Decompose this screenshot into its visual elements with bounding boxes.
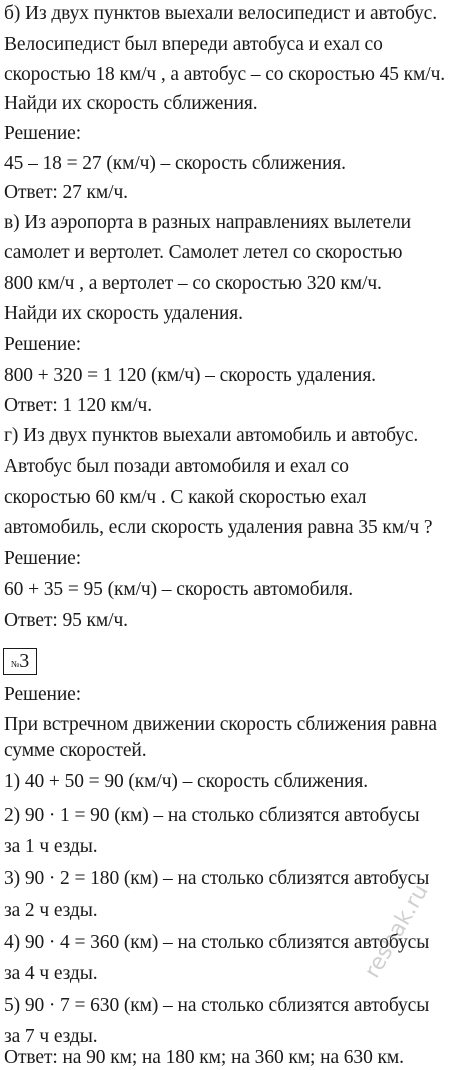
- text-line-explanation-1: При встречном движении скорость сближения равна: [4, 714, 437, 735]
- text-line-step-2: 2) 90 · 1 = 90 (км) – на столько сблизятся автобусы: [4, 805, 420, 826]
- text-line-problem-g-3: скоростью 60 км/ч . С какой скоростью ехал: [4, 487, 367, 508]
- text-line-answer: Ответ: 1 120 км/ч.: [4, 395, 153, 416]
- text-line-problem-v-4: Найди их скорость удаления.: [4, 303, 243, 324]
- text-line-calculation: 60 + 35 = 95 (км/ч) – скорость автомобиля.: [4, 579, 354, 600]
- text-line-final-answer: Ответ: на 90 км; на 180 км; на 360 км; на 630 км.: [4, 1047, 404, 1068]
- text-line-answer: Ответ: 95 км/ч.: [4, 610, 128, 631]
- watermark: reshak.ru: [360, 880, 434, 983]
- task-number-value: 3: [19, 650, 30, 672]
- text-line-problem-b-3: скоростью 18 км/ч , а автобус – со скоростью 45 км/ч.: [4, 64, 446, 85]
- text-line-step-4-cont: за 4 ч езды.: [4, 963, 98, 984]
- text-line-problem-v-3: 800 км/ч , а вертолет – со скоростью 320 км/ч.: [4, 273, 382, 294]
- text-line-step-3-cont: за 2 ч езды.: [4, 900, 98, 921]
- text-line-calculation: 800 + 320 = 1 120 (км/ч) – скорость удаления.: [4, 365, 376, 386]
- text-line-problem-b-2: Велосипедист был впереди автобуса и ехал со: [4, 34, 383, 55]
- task-number-badge: [3, 648, 37, 675]
- text-line-step-1: 1) 40 + 50 = 90 (км/ч) – скорость сближения.: [4, 771, 369, 792]
- text-line-step-2-cont: за 1 ч езды.: [4, 836, 98, 857]
- text-line-problem-g-2: Автобус был позади автомобиля и ехал со: [4, 456, 349, 477]
- text-line-solution-label: Решение:: [4, 123, 82, 144]
- text-line-solution-label: Решение:: [4, 334, 82, 355]
- text-line-calculation: 45 – 18 = 27 (км/ч) – скорость сближения.: [4, 153, 346, 174]
- text-line-solution-label: Решение:: [4, 684, 82, 705]
- text-line-step-5: 5) 90 · 7 = 630 (км) – на столько сблизятся автобусы: [4, 995, 430, 1016]
- text-line-problem-g-1: г) Из двух пунктов выехали автомобиль и автобус.: [4, 425, 419, 446]
- number-sign: №: [10, 659, 20, 669]
- text-line-problem-g-4: автомобиль, если скорость удаления равна 35 км/ч ?: [4, 517, 433, 538]
- text-line-step-4: 4) 90 · 4 = 360 (км) – на столько сблизятся автобусы: [4, 932, 430, 953]
- text-line-problem-b-1: б) Из двух пунктов выехали велосипедист и автобус.: [4, 3, 437, 24]
- text-line-problem-b-4: Найди их скорость сближения.: [4, 93, 258, 114]
- text-line-problem-v-1: в) Из аэропорта в разных направлениях вылетели: [4, 212, 411, 233]
- text-line-explanation-2: сумме скоростей.: [4, 740, 147, 761]
- text-line-step-5-cont: за 7 ч езды.: [4, 1026, 98, 1047]
- text-line-problem-v-2: самолет и вертолет. Самолет летел со скоростью: [4, 242, 403, 263]
- text-line-answer: Ответ: 27 км/ч.: [4, 182, 128, 203]
- text-line-solution-label: Решение:: [4, 548, 82, 569]
- text-line-step-3: 3) 90 · 2 = 180 (км) – на столько сблизятся автобусы: [4, 868, 430, 889]
